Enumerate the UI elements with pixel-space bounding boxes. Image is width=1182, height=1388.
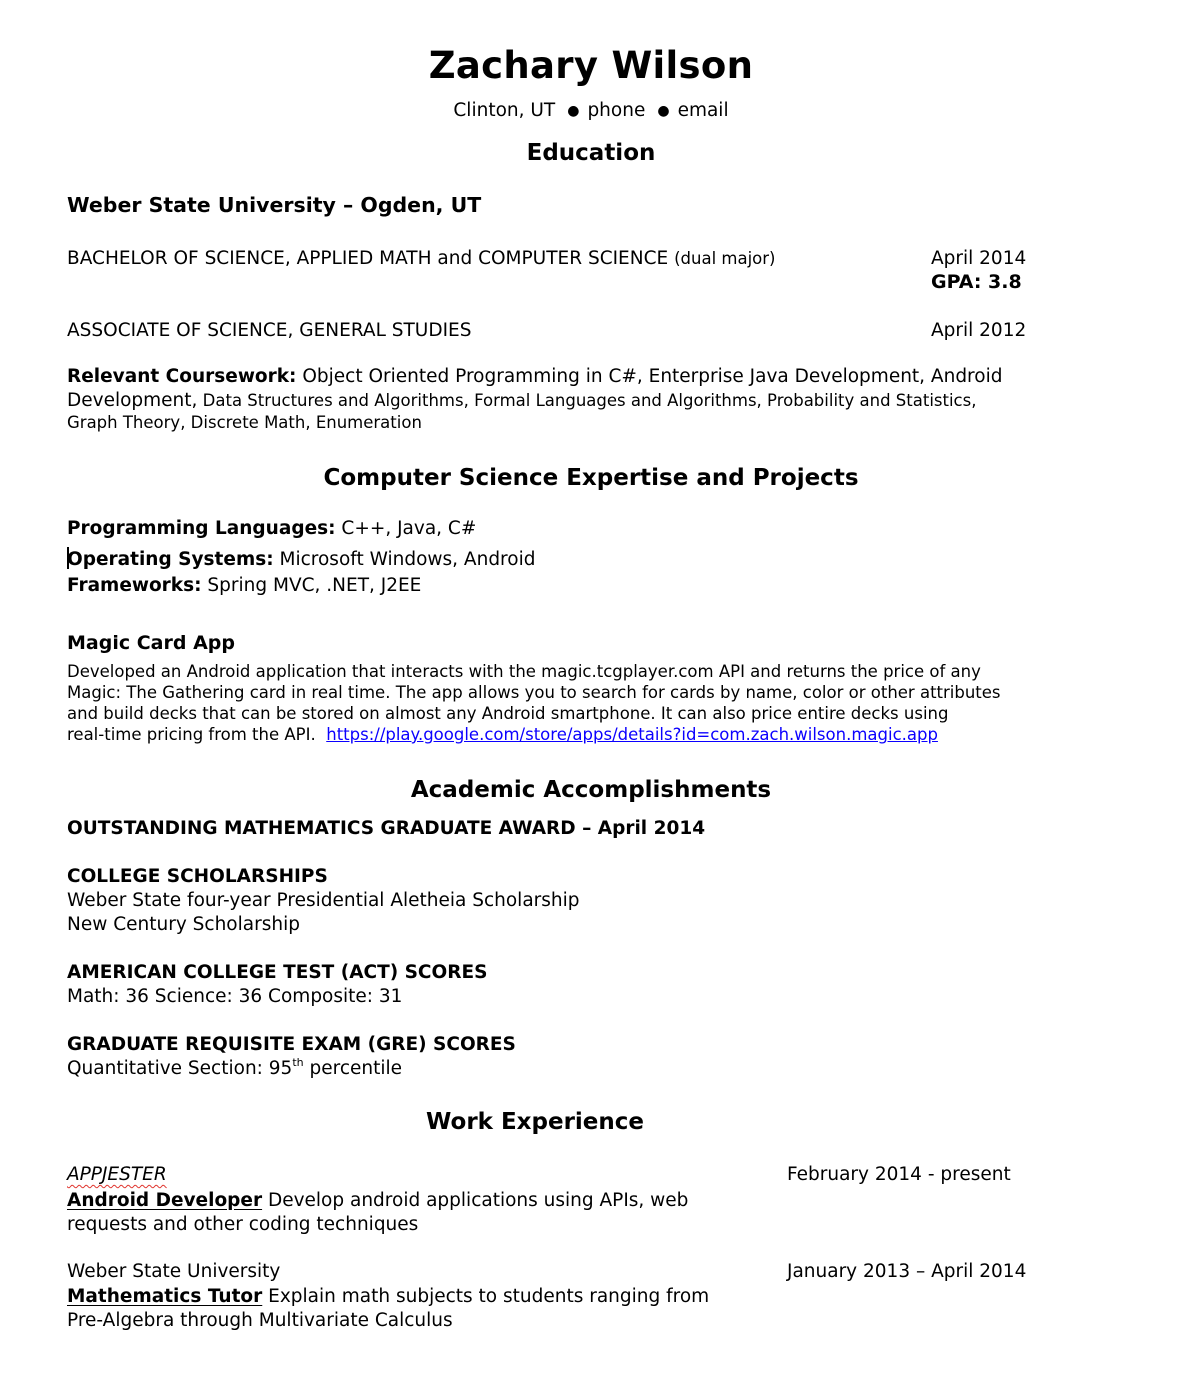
- scholarship-item: New Century Scholarship: [67, 914, 300, 935]
- skill-languages: [67, 518, 476, 539]
- act-scores: Math: 36 Science: 36 Composite: 31: [67, 986, 403, 1007]
- job-company: Weber State University: [67, 1261, 281, 1282]
- coursework: [67, 365, 1002, 433]
- coursework-text: Development,: [67, 390, 198, 411]
- award: OUTSTANDING MATHEMATICS GRADUATE AWARD – April 2014: [67, 818, 706, 839]
- degree-note: (dual major): [674, 249, 776, 268]
- degree-name: BACHELOR OF SCIENCE, APPLIED MATH and COMPUTER SCIENCE: [67, 248, 669, 269]
- degree-bachelor: [67, 248, 776, 269]
- degree-date: April 2012: [931, 320, 1027, 341]
- scholarship-item: Weber State four-year Presidential Aletheia Scholarship: [67, 890, 580, 911]
- gpa: GPA: 3.8: [931, 271, 1022, 293]
- resume-name: Zachary Wilson: [428, 44, 754, 87]
- project-line: real-time pricing from the API.: [67, 725, 327, 744]
- job-desc: Explain math subjects to students ranging from: [262, 1286, 710, 1307]
- coursework-label: Relevant Coursework:: [67, 366, 297, 387]
- gre-scores: [67, 1058, 402, 1079]
- gre-text: Quantitative Section: 95: [67, 1058, 293, 1079]
- degree-associate: ASSOCIATE OF SCIENCE, GENERAL STUDIES: [67, 320, 472, 341]
- gre-title: GRADUATE REQUISITE EXAM (GRE) SCORES: [67, 1034, 516, 1055]
- coursework-text: Data Structures and Algorithms, Formal Languages and Algorithms, Probability and Statistics,: [197, 391, 977, 410]
- project-link[interactable]: https://play.google.com/store/apps/details?id=com.zach.wilson.magic.app: [326, 725, 938, 744]
- job-date: January 2013 – April 2014: [787, 1261, 1027, 1282]
- contact-phone: phone: [587, 100, 646, 121]
- coursework-text: Graph Theory, Discrete Math, Enumeration: [67, 413, 422, 432]
- gre-text: percentile: [303, 1058, 403, 1079]
- school-name: Weber State University – Ogden, UT: [67, 193, 482, 217]
- act-title: AMERICAN COLLEGE TEST (ACT) SCORES: [67, 962, 488, 983]
- bullet-icon: ●: [567, 103, 580, 119]
- skill-label: Frameworks:: [67, 575, 202, 596]
- section-title-accomplishments: Academic Accomplishments: [410, 777, 772, 803]
- skill-label: Programming Languages:: [67, 518, 336, 539]
- contact-line: [0, 100, 1182, 121]
- job-date: February 2014 - present: [787, 1164, 1011, 1185]
- job-company: [67, 1164, 167, 1185]
- skill-value: Spring MVC, .NET, J2EE: [201, 575, 422, 596]
- project-line: Magic: The Gathering card in real time. The app allows you to search for cards by name, color or other attributes: [67, 683, 1001, 702]
- job-desc: Develop android applications using APIs, web: [262, 1190, 689, 1211]
- job-desc: Pre-Algebra through Multivariate Calculus: [67, 1310, 453, 1331]
- bullet-icon: ●: [657, 103, 670, 119]
- skill-value: Microsoft Windows, Android: [273, 549, 536, 570]
- job-desc: requests and other coding techniques: [67, 1214, 419, 1235]
- project-line: Developed an Android application that interacts with the magic.tcgplayer.com API and returns the price of any: [67, 662, 981, 681]
- contact-location: Clinton, UT: [453, 100, 556, 121]
- job-description: [67, 1285, 709, 1333]
- skill-os: [67, 547, 535, 570]
- project-description: [67, 661, 1001, 745]
- section-title-education: Education: [526, 140, 656, 166]
- job-role: Mathematics Tutor: [67, 1286, 263, 1307]
- job-description: [67, 1189, 688, 1237]
- scholarships-title: COLLEGE SCHOLARSHIPS: [67, 866, 328, 887]
- section-title-work: Work Experience: [425, 1109, 645, 1135]
- skill-value: C++, Java, C#: [335, 518, 477, 539]
- skill-frameworks: [67, 575, 421, 596]
- contact-email: email: [677, 100, 729, 121]
- job-role: Android Developer: [67, 1190, 263, 1211]
- project-line: and build decks that can be stored on almost any Android smartphone. It can also price entire decks using: [67, 704, 949, 723]
- degree-date: April 2014: [931, 248, 1027, 269]
- section-title-expertise: Computer Science Expertise and Projects: [323, 465, 859, 491]
- project-title: Magic Card App: [67, 632, 235, 654]
- coursework-text: Object Oriented Programming in C#, Enterprise Java Development, Android: [296, 366, 1003, 387]
- company-name: APPJESTER: [67, 1164, 167, 1185]
- skill-label: Operating Systems:: [67, 549, 274, 570]
- gre-sup: th: [292, 1056, 304, 1069]
